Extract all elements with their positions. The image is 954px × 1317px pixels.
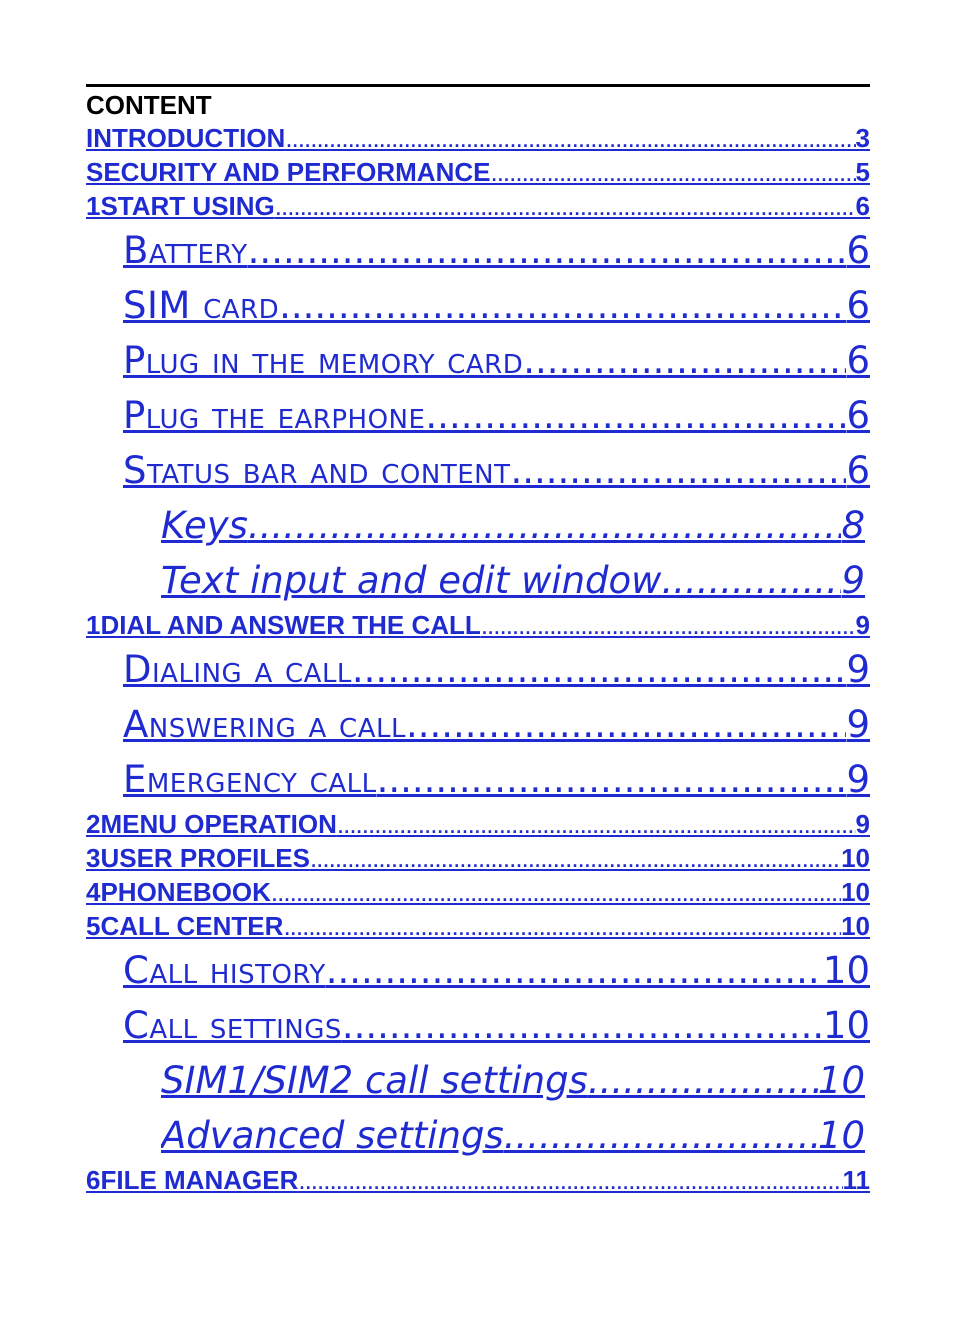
- toc-entry-label: SIM card: [123, 284, 280, 327]
- toc-entry-page: 9: [855, 610, 870, 640]
- dot-leader: [283, 909, 841, 943]
- toc-entry-advanced-settings[interactable]: [161, 1108, 865, 1163]
- toc-entry-dialing[interactable]: [123, 642, 870, 697]
- toc-entry-page: 10: [841, 911, 870, 941]
- toc-entry-page: 9: [841, 559, 865, 602]
- dot-leader: [342, 998, 823, 1053]
- toc-entry-page: 6: [846, 229, 870, 272]
- toc-entry-page: 10: [822, 1004, 870, 1047]
- dot-leader: [425, 388, 846, 443]
- toc-entry-page: 6: [846, 449, 870, 492]
- toc-entry-label: 1START USING: [86, 191, 275, 221]
- toc-entry-sim-call-settings[interactable]: [161, 1053, 865, 1108]
- toc-entry-text-input[interactable]: [161, 553, 865, 608]
- toc-entry-label: Emergency call: [123, 758, 377, 801]
- toc-entry-label: Dialing a call: [123, 648, 352, 691]
- toc-entry-phonebook[interactable]: [86, 875, 870, 909]
- toc-entry-security[interactable]: [86, 155, 870, 189]
- toc-entry-page: 10: [817, 1114, 865, 1157]
- toc-entry-label: Battery: [123, 229, 248, 272]
- toc-entry-label: SECURITY AND PERFORMANCE: [86, 157, 491, 187]
- dot-leader: [352, 642, 847, 697]
- toc-entry-page: 6: [846, 284, 870, 327]
- dot-leader: [504, 1108, 818, 1163]
- table-of-contents: [86, 84, 870, 1197]
- toc-entry-label: Advanced settings: [161, 1114, 504, 1157]
- dot-leader: [523, 333, 846, 388]
- toc-entry-answering[interactable]: [123, 697, 870, 752]
- toc-entry-page: 3: [855, 123, 870, 153]
- toc-entry-page: 6: [846, 394, 870, 437]
- dot-leader: [248, 498, 842, 553]
- header-rule: [86, 84, 870, 87]
- toc-entry-call-history[interactable]: [123, 943, 870, 998]
- toc-entry-emergency[interactable]: [123, 752, 870, 807]
- toc-entry-label: 1DIAL AND ANSWER THE CALL: [86, 610, 481, 640]
- dot-leader: [490, 155, 855, 189]
- toc-entry-label: INTRODUCTION: [86, 123, 286, 153]
- toc-entry-page: 10: [822, 949, 870, 992]
- dot-leader: [661, 553, 841, 608]
- dot-leader: [279, 278, 846, 333]
- toc-entry-page: 9: [846, 758, 870, 801]
- toc-entry-call-settings[interactable]: [123, 998, 870, 1053]
- toc-entry-label: Status bar and content: [123, 449, 511, 492]
- dot-leader: [510, 443, 846, 498]
- toc-entry-page: 9: [855, 809, 870, 839]
- toc-entry-earphone[interactable]: [123, 388, 870, 443]
- toc-entry-page: 10: [841, 877, 870, 907]
- toc-entry-page: 9: [846, 703, 870, 746]
- toc-entry-page: 5: [855, 157, 870, 187]
- toc-entry-page: 6: [846, 339, 870, 382]
- toc-entry-page: 9: [846, 648, 870, 691]
- toc-entry-label: Text input and edit window: [161, 559, 662, 602]
- toc-entry-page: 10: [841, 843, 870, 873]
- toc-entry-label: Call history: [123, 949, 326, 992]
- toc-entry-call-center[interactable]: [86, 909, 870, 943]
- toc-entry-file-manager[interactable]: [86, 1163, 870, 1197]
- dot-leader: [285, 121, 855, 155]
- dot-leader: [326, 943, 823, 998]
- dot-leader: [337, 807, 856, 841]
- toc-entry-label: SIM1/SIM2 call settings: [161, 1059, 588, 1102]
- toc-entry-keys[interactable]: [161, 498, 865, 553]
- toc-entry-label: 2MENU OPERATION: [86, 809, 337, 839]
- toc-entry-label: Plug in the memory card: [123, 339, 524, 382]
- dot-leader: [406, 697, 847, 752]
- toc-entry-introduction[interactable]: [86, 121, 870, 155]
- toc-entry-memory-card[interactable]: [123, 333, 870, 388]
- dot-leader: [271, 875, 841, 909]
- dot-leader: [377, 752, 847, 807]
- dot-leader: [310, 841, 841, 875]
- toc-entry-page: 10: [817, 1059, 865, 1102]
- toc-entry-user-profiles[interactable]: [86, 841, 870, 875]
- dot-leader: [298, 1163, 842, 1197]
- toc-title: CONTENT: [86, 90, 212, 120]
- dot-leader: [481, 608, 856, 642]
- toc-entry-label: 6FILE MANAGER: [86, 1165, 299, 1195]
- toc-entry-label: 5CALL CENTER: [86, 911, 284, 941]
- toc-entry-status-bar[interactable]: [123, 443, 870, 498]
- dot-leader: [275, 189, 856, 223]
- toc-entry-start-using[interactable]: [86, 189, 870, 223]
- toc-entry-dial-answer[interactable]: [86, 608, 870, 642]
- toc-entry-label: 3USER PROFILES: [86, 843, 310, 873]
- toc-entry-label: Plug the earphone: [123, 394, 426, 437]
- toc-entry-menu-operation[interactable]: [86, 807, 870, 841]
- dot-leader: [248, 223, 847, 278]
- toc-entry-page: 6: [855, 191, 870, 221]
- toc-entry-page: 11: [842, 1165, 870, 1195]
- toc-entry-label: Answering a call: [123, 703, 406, 746]
- toc-entry-page: 8: [841, 504, 865, 547]
- toc-entry-label: Call settings: [123, 1004, 342, 1047]
- toc-entry-sim-card[interactable]: [123, 278, 870, 333]
- dot-leader: [588, 1053, 818, 1108]
- toc-entry-battery[interactable]: [123, 223, 870, 278]
- toc-entry-label: 4PHONEBOOK: [86, 877, 271, 907]
- toc-entry-label: Keys: [161, 504, 248, 547]
